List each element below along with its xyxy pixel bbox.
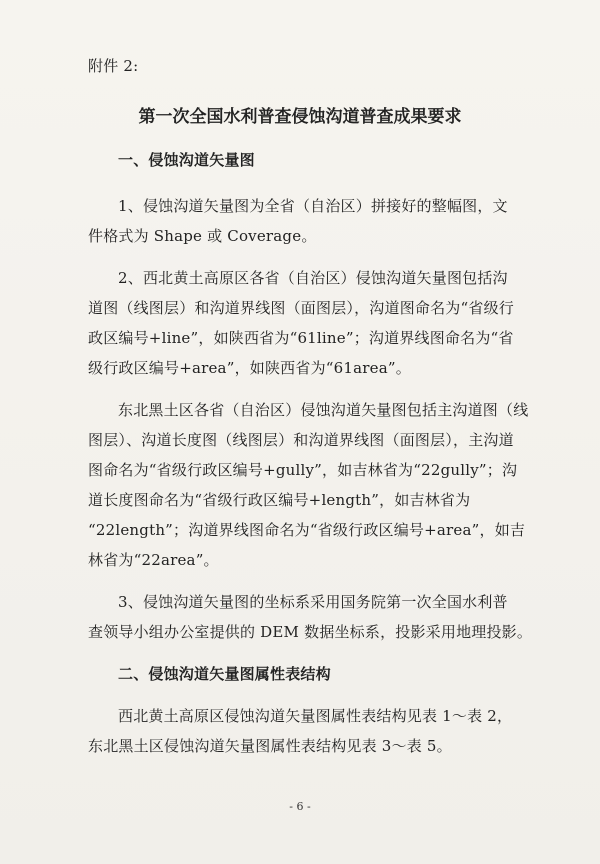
section-1-heading: 一、侵蚀沟道矢量图 [118,151,255,169]
paragraph-line: 查领导小组办公室提供的 DEM 数据坐标系，投影采用地理投影。 [88,623,533,641]
page-number: - 6 - [289,800,311,813]
paragraph-line: 林省为“22area”。 [88,551,219,569]
paragraph-line: 2、西北黄土高原区各省（自治区）侵蚀沟道矢量图包括沟 [118,269,508,287]
paragraph-line: “22length”；沟道界线图命名为“省级行政区编号+area”，如吉 [88,521,526,539]
section-2-heading: 二、侵蚀沟道矢量图属性表结构 [118,665,331,683]
paragraph-line: 西北黄土高原区侵蚀沟道矢量图属性表结构见表 1～表 2， [118,707,513,725]
paragraph-line: 道长度图命名为“省级行政区编号+length”，如吉林省为 [88,491,471,509]
paragraph-line: 级行政区编号+area”，如陕西省为“61area”。 [88,359,411,377]
paragraph-line: 3、侵蚀沟道矢量图的坐标系采用国务院第一次全国水利普 [118,593,508,611]
paragraph-line: 道图（线图层）和沟道界线图（面图层），沟道图命名为“省级行 [88,299,514,317]
paragraph-line: 件格式为 Shape 或 Coverage。 [88,227,317,245]
attachment-label: 附件 2: [88,57,139,75]
paragraph-line: 东北黑土区侵蚀沟道矢量图属性表结构见表 3～表 5。 [88,737,452,755]
document-title: 第一次全国水利普查侵蚀沟道普查成果要求 [138,107,462,127]
paragraph-line: 政区编号+line”，如陕西省为“61line”；沟道界线图命名为“省 [88,329,514,347]
paragraph-line: 图层）、沟道长度图（线图层）和沟道界线图（面图层），主沟道 [88,431,514,449]
paragraph-line: 东北黑土区各省（自治区）侵蚀沟道矢量图包括主沟道图（线 [118,401,529,419]
paragraph-line: 图命名为“省级行政区编号+gully”，如吉林省为“22gully”；沟 [88,461,518,479]
paragraph-line: 1、侵蚀沟道矢量图为全省（自治区）拼接好的整幅图，文 [118,197,508,215]
